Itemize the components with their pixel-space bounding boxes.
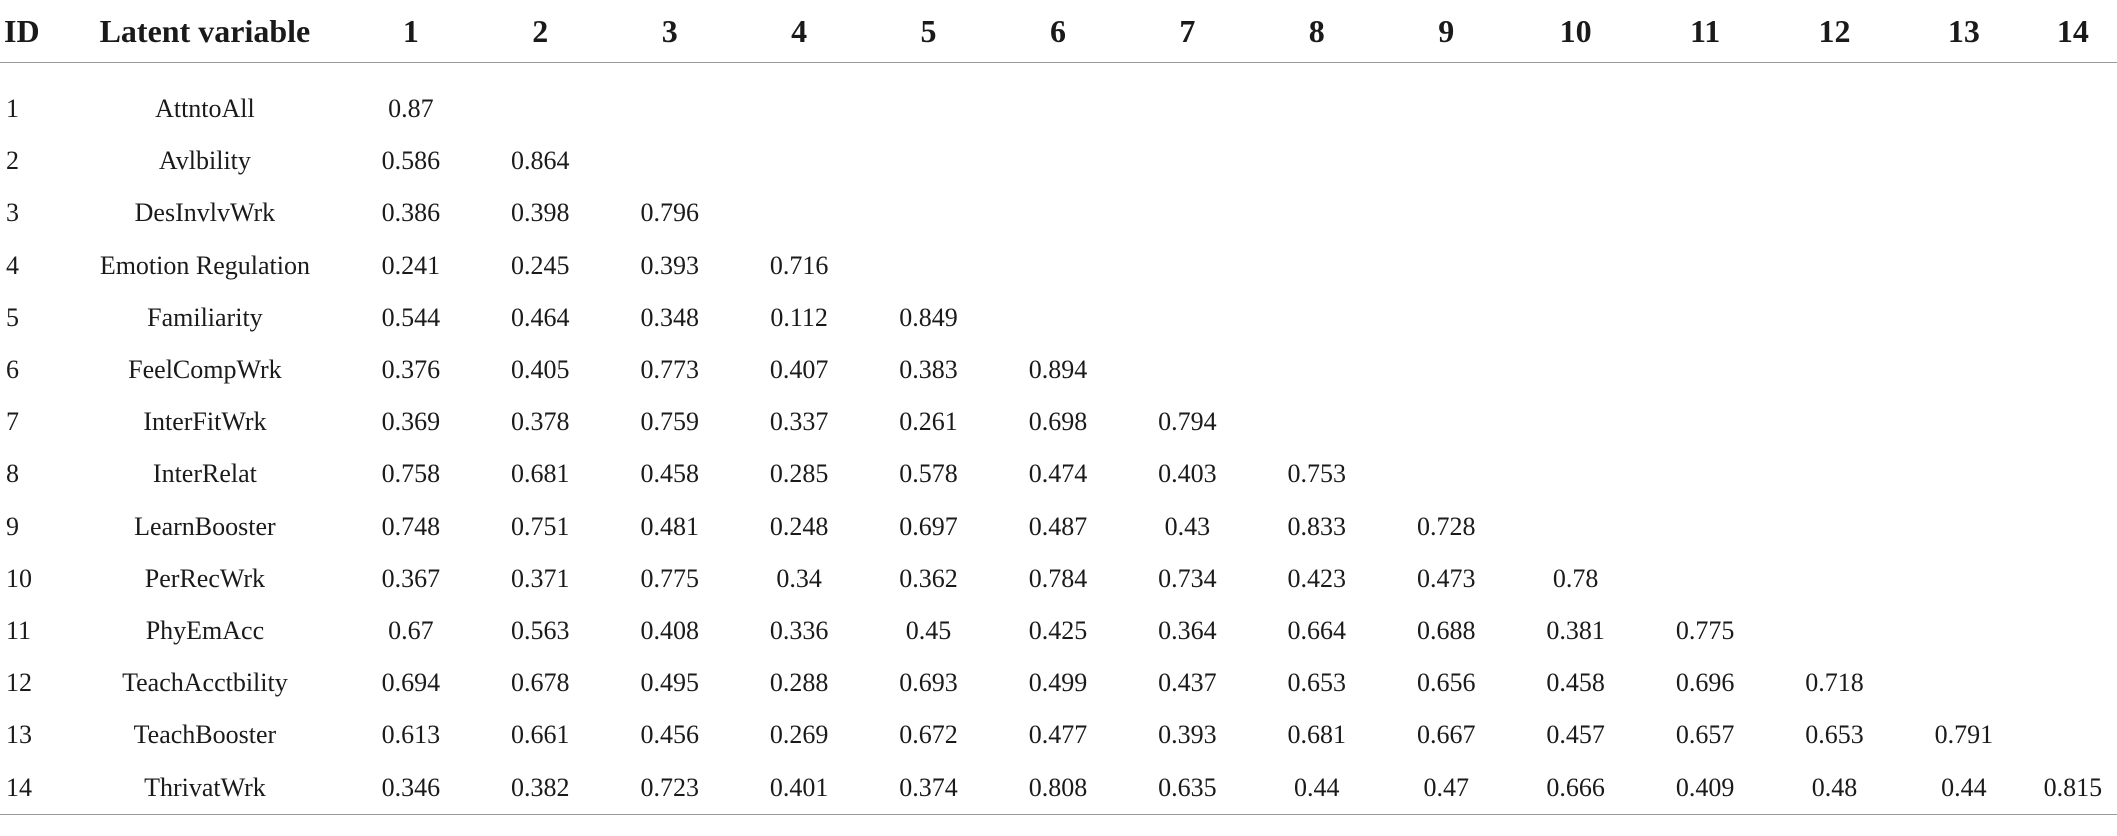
correlation-value-cell: 0.374 xyxy=(864,761,993,814)
latent-variable-cell: TeachBooster xyxy=(133,720,277,750)
table-row xyxy=(0,709,2117,761)
empty-cell xyxy=(864,63,993,136)
correlation-value-cell: 0.458 xyxy=(1546,668,1605,698)
correlation-value-cell: 0.753 xyxy=(1287,459,1347,489)
correlation-value-cell: 0.382 xyxy=(476,761,605,814)
empty-cell xyxy=(864,135,993,187)
row-id-cell: 6 xyxy=(6,355,19,385)
row-id-cell: 12 xyxy=(6,668,32,698)
correlation-value-cell: 0.45 xyxy=(905,615,952,645)
empty-cell xyxy=(1899,605,2028,657)
empty-cell xyxy=(2029,187,2117,239)
empty-cell xyxy=(993,63,1122,136)
correlation-value-cell: 0.401 xyxy=(734,761,863,814)
correlation-value-cell: 0.613 xyxy=(381,720,441,750)
empty-cell xyxy=(1382,187,1511,239)
latent-variable-cell: ThrivatWrk xyxy=(64,761,346,814)
correlation-value-cell: 0.698 xyxy=(1028,407,1088,437)
empty-cell xyxy=(1899,63,2028,136)
empty-cell xyxy=(1382,292,1511,344)
correlation-value-cell: 0.849 xyxy=(899,302,958,332)
correlation-value-cell: 0.748 xyxy=(381,511,441,541)
correlation-value-cell: 0.269 xyxy=(769,720,829,750)
correlation-value-cell: 0.245 xyxy=(511,250,570,280)
correlation-value-cell: 0.393 xyxy=(1158,720,1217,750)
empty-cell xyxy=(1511,501,1640,553)
table-row xyxy=(0,553,2117,605)
latent-variable-cell: DesInvlvWrk xyxy=(134,198,276,228)
table-header xyxy=(0,0,2117,63)
empty-cell xyxy=(1511,344,1640,396)
column-header-2: 2 xyxy=(476,0,605,63)
row-id-cell: 3 xyxy=(6,198,19,228)
correlation-value-cell: 0.759 xyxy=(640,407,699,437)
empty-cell xyxy=(1770,292,1899,344)
correlation-value-cell: 0.44 xyxy=(1899,761,2028,814)
correlation-value-cell: 0.362 xyxy=(899,563,958,593)
row-id-cell: 13 xyxy=(6,720,32,750)
empty-cell xyxy=(1640,135,1769,187)
empty-cell xyxy=(1899,292,2028,344)
correlation-value-cell: 0.563 xyxy=(511,615,570,645)
correlation-value-cell: 0.672 xyxy=(899,720,958,750)
empty-cell xyxy=(1770,240,1899,292)
correlation-value-cell: 0.398 xyxy=(511,198,570,228)
empty-cell xyxy=(476,63,605,136)
column-header-12: 12 xyxy=(1770,0,1899,63)
correlation-value-cell: 0.723 xyxy=(605,761,734,814)
row-id-cell: 9 xyxy=(6,511,19,541)
empty-cell xyxy=(1640,448,1769,500)
correlation-value-cell: 0.894 xyxy=(1028,355,1088,385)
empty-cell xyxy=(1252,240,1381,292)
empty-cell xyxy=(1770,135,1899,187)
empty-cell xyxy=(1770,187,1899,239)
correlation-value-cell: 0.386 xyxy=(381,198,441,228)
table-row xyxy=(0,501,2117,553)
empty-cell xyxy=(1123,292,1252,344)
correlation-value-cell: 0.393 xyxy=(640,250,699,280)
correlation-value-cell: 0.578 xyxy=(899,459,958,489)
correlation-value-cell: 0.241 xyxy=(381,250,441,280)
empty-cell xyxy=(1511,396,1640,448)
empty-cell xyxy=(1123,63,1252,136)
row-id-cell: 5 xyxy=(6,302,19,332)
correlation-value-cell: 0.408 xyxy=(640,615,699,645)
latent-variable-cell: TeachAcctbility xyxy=(122,668,288,698)
correlation-value-cell: 0.407 xyxy=(769,355,829,385)
column-header-13: 13 xyxy=(1899,0,2028,63)
empty-cell xyxy=(1123,240,1252,292)
correlation-value-cell: 0.371 xyxy=(511,563,570,593)
correlation-value-cell: 0.346 xyxy=(346,761,475,814)
empty-cell xyxy=(993,187,1122,239)
correlation-value-cell: 0.457 xyxy=(1546,720,1605,750)
correlation-value-cell: 0.544 xyxy=(381,302,441,332)
correlation-value-cell: 0.694 xyxy=(381,668,441,698)
empty-cell xyxy=(605,135,734,187)
empty-cell xyxy=(1511,135,1640,187)
correlation-value-cell: 0.728 xyxy=(1416,511,1476,541)
correlation-value-cell: 0.661 xyxy=(511,720,570,750)
correlation-value-cell: 0.833 xyxy=(1287,511,1347,541)
column-header-5: 5 xyxy=(864,0,993,63)
empty-cell xyxy=(1899,448,2028,500)
empty-cell xyxy=(993,135,1122,187)
row-id-cell: 8 xyxy=(6,459,19,489)
empty-cell xyxy=(993,240,1122,292)
correlation-value-cell: 0.794 xyxy=(1158,407,1217,437)
correlation-value-cell: 0.425 xyxy=(1028,615,1088,645)
correlation-value-cell: 0.495 xyxy=(640,668,699,698)
correlation-value-cell: 0.112 xyxy=(770,302,828,332)
empty-cell xyxy=(1252,396,1381,448)
empty-cell xyxy=(2029,344,2117,396)
column-header-8: 8 xyxy=(1252,0,1381,63)
correlation-value-cell: 0.775 xyxy=(640,563,699,593)
empty-cell xyxy=(1899,187,2028,239)
correlation-value-cell: 0.78 xyxy=(1552,563,1599,593)
empty-cell xyxy=(1640,292,1769,344)
table-body xyxy=(0,63,2117,815)
table-row xyxy=(0,240,2117,292)
column-header-1: 1 xyxy=(346,0,475,63)
correlation-value-cell: 0.409 xyxy=(1640,761,1769,814)
header-row xyxy=(0,0,2117,63)
empty-cell xyxy=(1899,135,2028,187)
correlation-value-cell: 0.481 xyxy=(640,511,699,541)
correlation-value-cell: 0.808 xyxy=(993,761,1122,814)
empty-cell xyxy=(993,292,1122,344)
empty-cell xyxy=(2029,553,2117,605)
row-id-cell: 14 xyxy=(0,761,64,814)
latent-variable-cell: PhyEmAcc xyxy=(145,615,265,645)
table-row xyxy=(0,448,2117,500)
empty-cell xyxy=(2029,501,2117,553)
empty-cell xyxy=(1640,501,1769,553)
table-row xyxy=(0,657,2117,709)
correlation-value-cell: 0.667 xyxy=(1416,720,1476,750)
empty-cell xyxy=(1640,187,1769,239)
empty-cell xyxy=(2029,396,2117,448)
row-id-cell: 11 xyxy=(6,615,32,645)
row-id-cell: 2 xyxy=(6,146,19,176)
correlation-value-cell: 0.378 xyxy=(511,407,570,437)
empty-cell xyxy=(1382,344,1511,396)
empty-cell xyxy=(1511,448,1640,500)
empty-cell xyxy=(1252,187,1381,239)
correlation-value-cell: 0.369 xyxy=(381,407,441,437)
column-header-latent-variable: Latent variable xyxy=(64,0,346,63)
row-id-cell: 1 xyxy=(6,94,19,124)
correlation-value-cell: 0.718 xyxy=(1805,668,1864,698)
correlation-value-cell: 0.285 xyxy=(769,459,829,489)
latent-variable-cell: InterRelat xyxy=(152,459,257,489)
correlation-value-cell: 0.499 xyxy=(1028,668,1088,698)
correlation-value-cell: 0.758 xyxy=(381,459,441,489)
latent-variable-cell: PerRecWrk xyxy=(144,563,266,593)
empty-cell xyxy=(1382,448,1511,500)
empty-cell xyxy=(1252,344,1381,396)
correlation-value-cell: 0.456 xyxy=(640,720,699,750)
empty-cell xyxy=(1899,657,2028,709)
empty-cell xyxy=(1899,501,2028,553)
correlation-value-cell: 0.348 xyxy=(640,302,699,332)
correlation-value-cell: 0.48 xyxy=(1770,761,1899,814)
correlation-value-cell: 0.681 xyxy=(1287,720,1347,750)
empty-cell xyxy=(1382,63,1511,136)
correlation-value-cell: 0.437 xyxy=(1158,668,1217,698)
empty-cell xyxy=(1511,292,1640,344)
table-row xyxy=(0,187,2117,239)
correlation-value-cell: 0.364 xyxy=(1158,615,1217,645)
empty-cell xyxy=(1770,344,1899,396)
table-row xyxy=(0,135,2117,187)
empty-cell xyxy=(1252,292,1381,344)
latent-variable-cell: LearnBooster xyxy=(134,511,276,541)
correlation-value-cell: 0.864 xyxy=(511,146,570,176)
column-header-11: 11 xyxy=(1640,0,1769,63)
correlation-value-cell: 0.586 xyxy=(381,146,441,176)
empty-cell xyxy=(2029,240,2117,292)
empty-cell xyxy=(1770,605,1899,657)
empty-cell xyxy=(1770,448,1899,500)
empty-cell xyxy=(864,187,993,239)
empty-cell xyxy=(1382,396,1511,448)
empty-cell xyxy=(1123,344,1252,396)
correlation-value-cell: 0.367 xyxy=(381,563,441,593)
empty-cell xyxy=(1640,63,1769,136)
correlation-value-cell: 0.696 xyxy=(1675,668,1735,698)
empty-cell xyxy=(2029,605,2117,657)
correlation-value-cell: 0.67 xyxy=(388,615,434,645)
correlation-value-cell: 0.657 xyxy=(1675,720,1735,750)
correlation-value-cell: 0.666 xyxy=(1511,761,1640,814)
correlation-value-cell: 0.87 xyxy=(388,94,434,124)
column-header-id: ID xyxy=(0,0,64,63)
row-id-cell: 4 xyxy=(6,250,19,280)
correlation-value-cell: 0.405 xyxy=(511,355,570,385)
column-header-3: 3 xyxy=(605,0,734,63)
correlation-value-cell: 0.734 xyxy=(1158,563,1217,593)
correlation-value-cell: 0.464 xyxy=(511,302,570,332)
empty-cell xyxy=(1511,240,1640,292)
empty-cell xyxy=(1252,63,1381,136)
correlation-value-cell: 0.47 xyxy=(1382,761,1511,814)
column-header-14: 14 xyxy=(2029,0,2117,63)
empty-cell xyxy=(1123,187,1252,239)
column-header-9: 9 xyxy=(1382,0,1511,63)
correlation-value-cell: 0.773 xyxy=(640,355,699,385)
correlation-value-cell: 0.681 xyxy=(511,459,570,489)
empty-cell xyxy=(1382,135,1511,187)
empty-cell xyxy=(1770,501,1899,553)
correlation-value-cell: 0.664 xyxy=(1287,615,1347,645)
correlation-value-cell: 0.477 xyxy=(1028,720,1088,750)
correlation-value-cell: 0.791 xyxy=(1934,720,1994,750)
table-row xyxy=(0,63,2117,136)
correlation-value-cell: 0.43 xyxy=(1164,511,1211,541)
correlation-value-cell: 0.487 xyxy=(1028,511,1088,541)
empty-cell xyxy=(1899,396,2028,448)
empty-cell xyxy=(734,63,863,136)
correlation-value-cell: 0.784 xyxy=(1028,563,1088,593)
empty-cell xyxy=(1511,187,1640,239)
correlation-value-cell: 0.288 xyxy=(769,668,829,698)
empty-cell xyxy=(1899,240,2028,292)
empty-cell xyxy=(1511,63,1640,136)
empty-cell xyxy=(1252,135,1381,187)
correlation-value-cell: 0.635 xyxy=(1123,761,1252,814)
table-row xyxy=(0,396,2117,448)
table-row xyxy=(0,761,2117,814)
empty-cell xyxy=(864,240,993,292)
column-header-10: 10 xyxy=(1511,0,1640,63)
row-id-cell: 10 xyxy=(6,563,32,593)
latent-variable-cell: Familiarity xyxy=(147,302,263,332)
latent-variable-cell: Emotion Regulation xyxy=(99,250,310,280)
correlation-value-cell: 0.376 xyxy=(381,355,441,385)
correlation-value-cell: 0.653 xyxy=(1805,720,1864,750)
correlation-value-cell: 0.473 xyxy=(1416,563,1476,593)
empty-cell xyxy=(734,187,863,239)
empty-cell xyxy=(2029,292,2117,344)
correlation-value-cell: 0.688 xyxy=(1416,615,1476,645)
column-header-4: 4 xyxy=(734,0,863,63)
correlation-value-cell: 0.656 xyxy=(1416,668,1476,698)
empty-cell xyxy=(2029,709,2117,761)
latent-variable-cell: FeelCompWrk xyxy=(128,355,282,385)
latent-variable-cell: Avlbility xyxy=(158,146,251,176)
correlation-value-cell: 0.693 xyxy=(899,668,958,698)
empty-cell xyxy=(2029,657,2117,709)
correlation-value-cell: 0.423 xyxy=(1287,563,1347,593)
correlation-value-cell: 0.796 xyxy=(640,198,699,228)
empty-cell xyxy=(1770,63,1899,136)
column-header-6: 6 xyxy=(993,0,1122,63)
column-header-7: 7 xyxy=(1123,0,1252,63)
correlation-value-cell: 0.403 xyxy=(1158,459,1217,489)
empty-cell xyxy=(1640,396,1769,448)
correlation-value-cell: 0.716 xyxy=(769,250,829,280)
correlation-value-cell: 0.248 xyxy=(769,511,829,541)
correlation-value-cell: 0.383 xyxy=(899,355,958,385)
empty-cell xyxy=(1640,240,1769,292)
correlation-value-cell: 0.474 xyxy=(1028,459,1088,489)
empty-cell xyxy=(2029,135,2117,187)
empty-cell xyxy=(1382,240,1511,292)
table-row xyxy=(0,292,2117,344)
empty-cell xyxy=(1123,135,1252,187)
empty-cell xyxy=(1640,553,1769,605)
correlation-value-cell: 0.678 xyxy=(511,668,570,698)
correlation-value-cell: 0.381 xyxy=(1546,615,1605,645)
correlation-value-cell: 0.697 xyxy=(899,511,958,541)
empty-cell xyxy=(1770,553,1899,605)
correlation-value-cell: 0.336 xyxy=(769,615,829,645)
empty-cell xyxy=(605,63,734,136)
table-row xyxy=(0,344,2117,396)
empty-cell xyxy=(734,135,863,187)
table-row xyxy=(0,605,2117,657)
correlation-value-cell: 0.44 xyxy=(1252,761,1381,814)
correlation-value-cell: 0.458 xyxy=(640,459,699,489)
empty-cell xyxy=(1899,553,2028,605)
correlation-value-cell: 0.751 xyxy=(511,511,570,541)
empty-cell xyxy=(2029,448,2117,500)
correlation-value-cell: 0.653 xyxy=(1287,668,1347,698)
correlation-value-cell: 0.261 xyxy=(899,407,958,437)
correlation-value-cell: 0.815 xyxy=(2029,761,2117,814)
correlation-value-cell: 0.34 xyxy=(776,563,822,593)
empty-cell xyxy=(1770,396,1899,448)
latent-variable-cell: AttntoAll xyxy=(155,94,255,124)
correlation-value-cell: 0.775 xyxy=(1675,615,1735,645)
empty-cell xyxy=(1640,344,1769,396)
correlation-value-cell: 0.337 xyxy=(769,407,829,437)
empty-cell xyxy=(1899,344,2028,396)
row-id-cell: 7 xyxy=(6,407,19,437)
empty-cell xyxy=(2029,63,2117,136)
latent-variable-cell: InterFitWrk xyxy=(143,407,267,437)
